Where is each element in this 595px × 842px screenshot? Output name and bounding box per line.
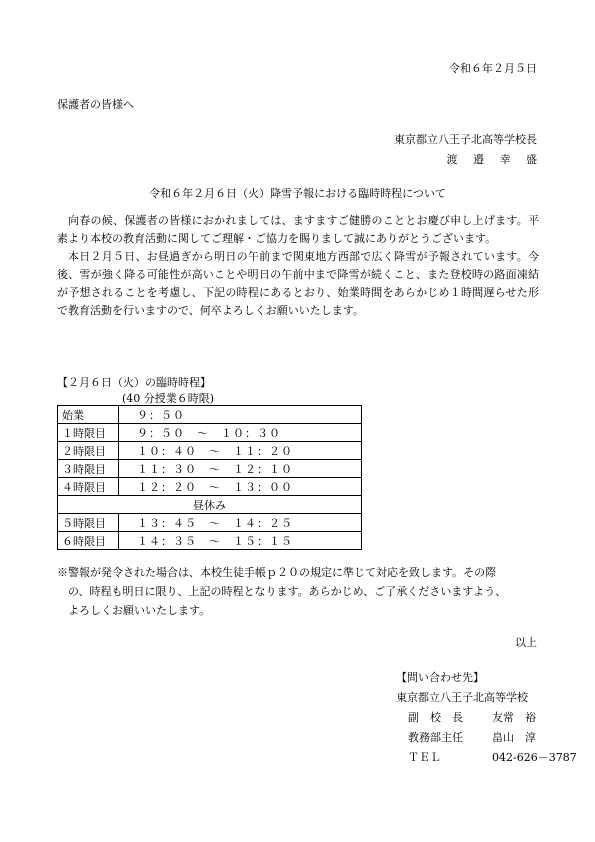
issuer-school: 東京都立八王子北高等学校長 — [394, 133, 537, 146]
note-line: よろしくお願いいたします。 — [68, 604, 211, 617]
period-label: ２時限目 — [58, 442, 119, 460]
period-label: １時限目 — [58, 424, 119, 442]
contact-name: 畠山 淳 — [492, 731, 536, 744]
contact-block — [396, 668, 577, 768]
lunch-break: 昼休み — [58, 496, 362, 514]
note-line: ※警報が発令された場合は、本校生徒手帳ｐ２０の規定に準じて対応を致します。その際 — [57, 566, 497, 579]
table-row — [58, 532, 362, 550]
schedule-subtitle: (40 分授業６時限) — [122, 392, 215, 405]
period-time: １４：３５ ～ １５：１５ — [119, 532, 362, 550]
document-date: 令和６年２月５日 — [449, 62, 537, 75]
table-row — [58, 478, 362, 496]
body-text — [57, 212, 539, 320]
note-line: の、時程も明日に限り、上記の時程となります。あらかじめ、ご了承くださいますよう、 — [68, 585, 507, 598]
period-time: ９：５０ ～ １０：３０ — [119, 424, 362, 442]
period-time: １１：３０ ～ １２：１０ — [119, 460, 362, 478]
contact-school: 東京都立八王子北高等学校 — [396, 691, 528, 704]
contact-row — [396, 748, 577, 768]
contact-role: 教務部主任 — [408, 731, 463, 744]
period-time: １０：４０ ～ １１：２０ — [119, 442, 362, 460]
contact-name: 友常 裕 — [492, 711, 536, 724]
document-subject: 令和６年２月６日（火）降雪予報における臨時時程について — [149, 187, 446, 200]
table-row — [58, 514, 362, 532]
contact-role: 副 校 長 — [408, 711, 463, 724]
contact-row — [396, 708, 577, 728]
period-label: ３時限目 — [58, 460, 119, 478]
period-time: ９：５０ — [119, 406, 362, 424]
issuer-block — [394, 130, 543, 170]
table-row — [58, 424, 362, 442]
contact-phone: 042-626－3787 — [492, 751, 577, 764]
period-time: １３：４５ ～ １４：２５ — [119, 514, 362, 532]
schedule-table — [57, 405, 362, 550]
table-row — [58, 460, 362, 478]
schedule-title: 【２月６日（火）の臨時時程】 — [57, 376, 211, 389]
warning-note — [57, 563, 541, 620]
issuer-name: 渡 邉 幸 盛 — [446, 153, 543, 166]
table-row — [58, 442, 362, 460]
period-label: ４時限目 — [58, 478, 119, 496]
period-label: 始業 — [58, 406, 119, 424]
addressee: 保護者の皆様へ — [57, 98, 134, 111]
period-label: ５時限目 — [58, 514, 119, 532]
contact-role: ＴＥＬ — [408, 751, 441, 764]
closing-mark: 以上 — [515, 636, 537, 649]
period-time: １２：２０ ～ １３：００ — [119, 478, 362, 496]
body-paragraph-2: 本日２月５日、お昼過ぎから明日の午前まで関東地方西部で広く降雪が予報されています。今後、雪が強く降る可能性が高いことや明日の午前中まで降雪が続くこと、また登校時の路面凍結が予想されることを考慮し、下記の時程にあるとおり、始業時間をあらかじめ１時間遅らせた形で教育活動を行いますので、何卒よろしくお願いいたします。 — [57, 250, 539, 317]
body-paragraph-1: 向春の候、保護者の皆様におかれましては、ますますご健勝のこととお慶び申し上げます。平素より本校の教育活動に関してご理解・ご協力を賜りまして誠にありがとうございます。 — [57, 214, 539, 245]
contact-row — [396, 728, 577, 748]
contact-title: 【問い合わせ先】 — [396, 671, 484, 684]
period-label: ６時限目 — [58, 532, 119, 550]
table-row — [58, 496, 362, 514]
table-row — [58, 406, 362, 424]
